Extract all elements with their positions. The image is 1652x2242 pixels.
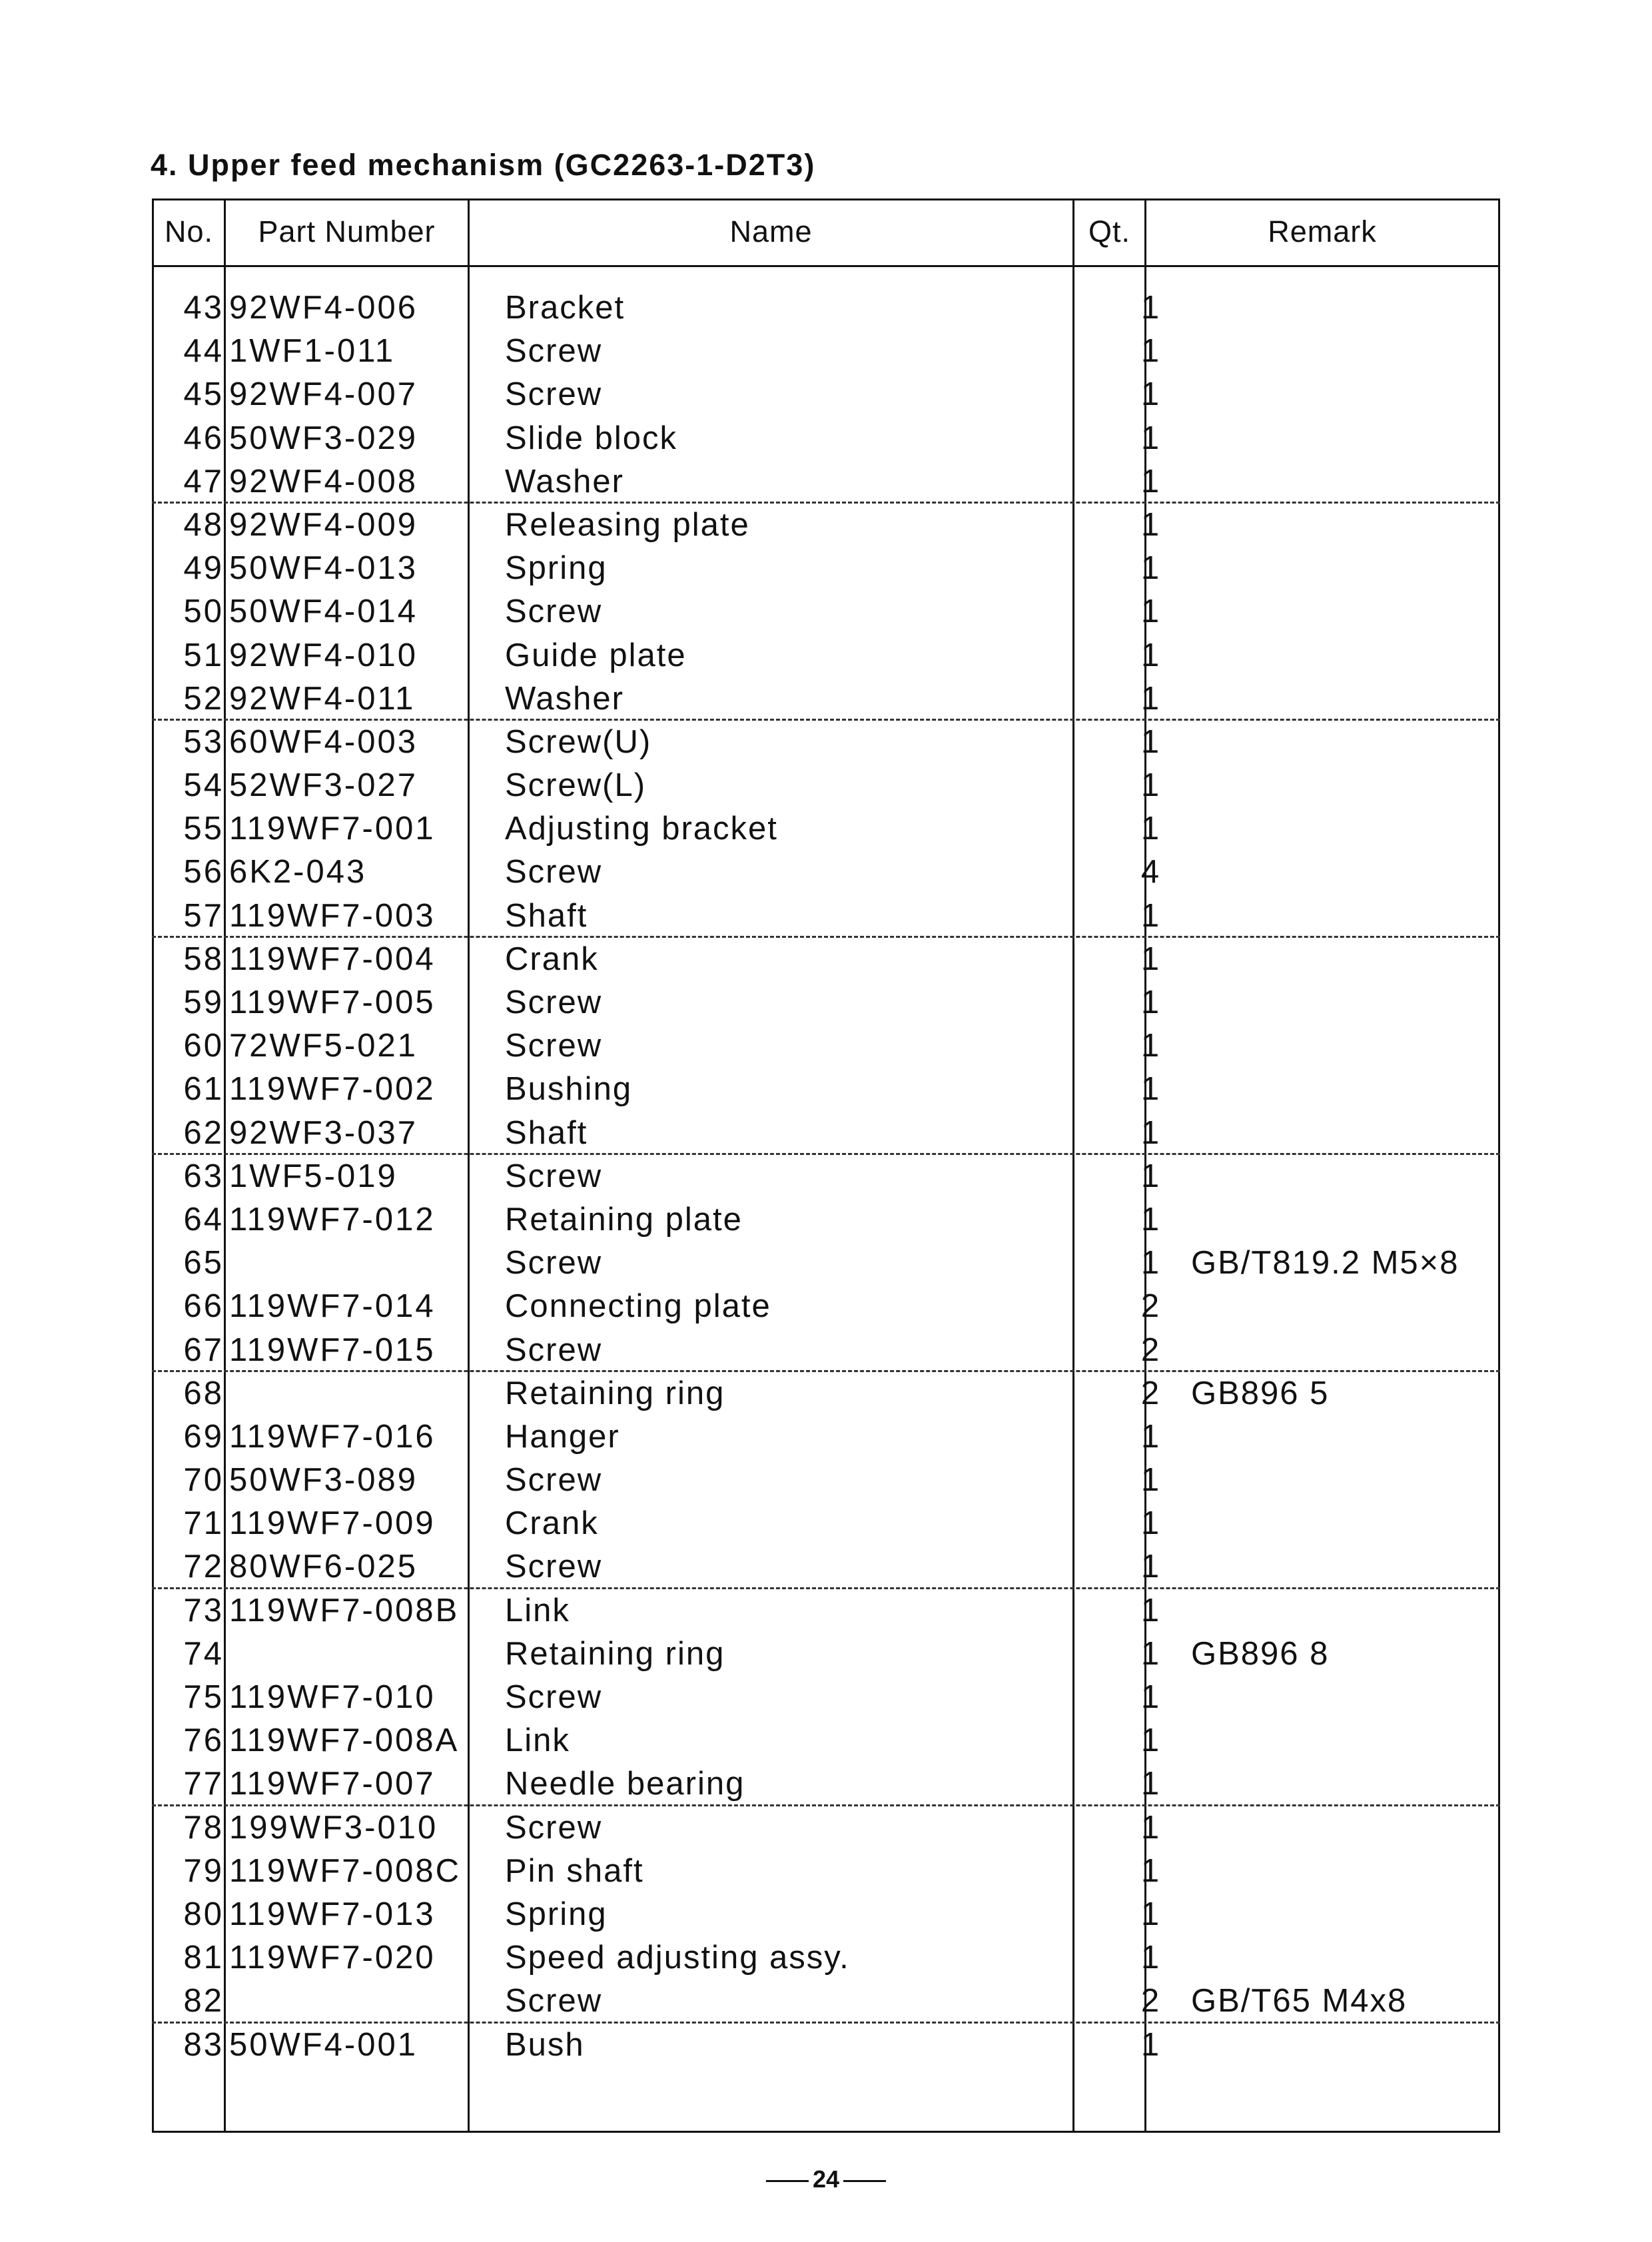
remark <box>1191 2024 1497 2067</box>
part-name: Screw <box>505 1983 603 2020</box>
row-number: 52 <box>183 680 224 717</box>
quantity: 1 <box>1140 984 1162 1020</box>
part-name: Link <box>505 1722 570 1759</box>
remark <box>1191 1806 1497 1850</box>
part-name: Shaft <box>505 897 588 934</box>
row-number: 76 <box>183 1722 224 1759</box>
part-name: Link <box>505 1592 570 1629</box>
part-name: Spring <box>505 1896 608 1932</box>
row-number: 57 <box>183 897 224 934</box>
part-number: 119WF7-008A <box>229 1722 460 1759</box>
part-name: Screw <box>505 593 603 630</box>
remark <box>1191 1719 1497 1762</box>
row-number: 62 <box>183 1114 224 1151</box>
quantity: 1 <box>1140 506 1162 543</box>
row-number: 73 <box>183 1592 224 1629</box>
table-row <box>152 504 1500 547</box>
remark <box>1191 330 1497 373</box>
table-row <box>152 938 1500 981</box>
remark <box>1191 1024 1497 1068</box>
part-name: Crank <box>505 940 599 977</box>
part-number: 119WF7-015 <box>229 1331 436 1368</box>
remark <box>1191 590 1497 633</box>
remark <box>1191 373 1497 416</box>
part-name: Screw(U) <box>505 723 652 760</box>
row-number: 83 <box>183 2026 224 2063</box>
remark <box>1191 721 1497 764</box>
table-body <box>152 286 1500 2067</box>
quantity: 1 <box>1140 767 1162 804</box>
row-number: 70 <box>183 1462 224 1499</box>
part-name: Washer <box>505 463 625 500</box>
quantity: 1 <box>1140 637 1162 673</box>
part-number: 199WF3-010 <box>229 1809 438 1846</box>
quantity: 1 <box>1140 1505 1162 1542</box>
row-number: 82 <box>183 1983 224 2020</box>
table-row <box>152 1285 1500 1328</box>
table-row <box>152 1980 1500 2023</box>
remark <box>1191 764 1497 807</box>
quantity: 1 <box>1140 940 1162 977</box>
part-number: 50WF4-014 <box>229 593 418 630</box>
remark <box>1191 460 1497 504</box>
part-name: Screw <box>505 1245 603 1282</box>
table-row <box>152 1459 1500 1502</box>
part-name: Screw <box>505 333 603 370</box>
part-number: 119WF7-009 <box>229 1505 436 1542</box>
part-name: Screw <box>505 1679 603 1715</box>
remark <box>1191 504 1497 547</box>
part-name: Adjusting bracket <box>505 811 778 847</box>
quantity: 1 <box>1140 1679 1162 1715</box>
part-number: 92WF4-010 <box>229 637 418 673</box>
remark <box>1191 1112 1497 1155</box>
row-number: 58 <box>183 940 224 977</box>
part-number: 119WF7-001 <box>229 811 436 847</box>
remark <box>1191 677 1497 721</box>
table-row <box>152 1415 1500 1459</box>
quantity: 1 <box>1140 811 1162 847</box>
row-number: 54 <box>183 767 224 804</box>
quantity: 1 <box>1140 1896 1162 1932</box>
row-number: 69 <box>183 1418 224 1455</box>
remark <box>1191 851 1497 894</box>
part-name: Washer <box>505 680 625 717</box>
part-number: 119WF7-012 <box>229 1201 436 1238</box>
part-number: 119WF7-013 <box>229 1896 436 1932</box>
part-name: Bushing <box>505 1071 633 1108</box>
remark <box>1191 807 1497 851</box>
table-row <box>152 1589 1500 1633</box>
remark <box>1191 1936 1497 1980</box>
remark: GB/T819.2 M5×8 <box>1191 1245 1459 1282</box>
quantity: 1 <box>1140 420 1162 456</box>
row-number: 78 <box>183 1809 224 1846</box>
quantity: 1 <box>1140 1549 1162 1585</box>
column-header-part-number: Part Number <box>258 214 436 248</box>
part-number: 92WF4-011 <box>229 680 416 717</box>
row-number: 81 <box>183 1940 224 1976</box>
remark: GB896 8 <box>1191 1635 1330 1672</box>
quantity: 1 <box>1140 593 1162 630</box>
part-number: 119WF7-007 <box>229 1766 436 1802</box>
quantity: 1 <box>1140 1940 1162 1976</box>
row-number: 67 <box>183 1331 224 1368</box>
table-row <box>152 1936 1500 1980</box>
table-row <box>152 1806 1500 1850</box>
quantity: 2 <box>1140 1983 1162 2020</box>
part-number <box>229 1980 469 2023</box>
table-row <box>152 1024 1500 1068</box>
page-number <box>733 2159 919 2199</box>
part-number: 119WF7-008C <box>229 1852 462 1889</box>
quantity: 1 <box>1140 290 1162 326</box>
quantity: 1 <box>1140 680 1162 717</box>
quantity: 1 <box>1140 1592 1162 1629</box>
table-row <box>152 634 1500 677</box>
remark <box>1191 1762 1497 1806</box>
table-row <box>152 1676 1500 1719</box>
part-number: 80WF6-025 <box>229 1549 418 1585</box>
table-row <box>152 286 1500 330</box>
part-number: 1WF1-011 <box>229 333 396 370</box>
part-number: 119WF7-003 <box>229 897 436 934</box>
table-row <box>152 547 1500 590</box>
row-number: 79 <box>183 1852 224 1889</box>
table-row <box>152 721 1500 764</box>
quantity: 1 <box>1140 1245 1162 1282</box>
row-number: 64 <box>183 1201 224 1238</box>
row-number: 55 <box>183 811 224 847</box>
part-name: Pin shaft <box>505 1852 644 1889</box>
part-name: Guide plate <box>505 637 687 673</box>
quantity: 4 <box>1140 854 1162 891</box>
part-number: 52WF3-027 <box>229 767 418 804</box>
quantity: 2 <box>1140 1331 1162 1368</box>
row-number: 72 <box>183 1549 224 1585</box>
part-name: Retaining plate <box>505 1201 743 1238</box>
remark <box>1191 1676 1497 1719</box>
row-number: 66 <box>183 1288 224 1325</box>
quantity: 2 <box>1140 1375 1162 1411</box>
remark <box>1191 1198 1497 1242</box>
table-row <box>152 895 1500 938</box>
part-number: 119WF7-002 <box>229 1071 436 1108</box>
quantity: 1 <box>1140 376 1162 413</box>
quantity: 1 <box>1140 2026 1162 2063</box>
quantity: 1 <box>1140 1462 1162 1499</box>
part-number: 6K2-043 <box>229 854 367 891</box>
part-number: 92WF4-008 <box>229 463 418 500</box>
table-row <box>152 981 1500 1024</box>
table-row <box>152 851 1500 894</box>
column-header-no: No. <box>164 214 214 248</box>
row-number: 47 <box>183 463 224 500</box>
quantity: 1 <box>1140 1201 1162 1238</box>
table-row <box>152 1242 1500 1285</box>
part-name: Screw <box>505 1549 603 1585</box>
table-row <box>152 1545 1500 1589</box>
quantity: 1 <box>1140 1071 1162 1108</box>
table-row <box>152 1068 1500 1111</box>
table-row <box>152 330 1500 373</box>
row-number: 71 <box>183 1505 224 1542</box>
table-row <box>152 1112 1500 1155</box>
part-number: 119WF7-016 <box>229 1418 436 1455</box>
part-name: Bracket <box>505 290 625 326</box>
remark <box>1191 1329 1497 1372</box>
remark <box>1191 286 1497 330</box>
part-number: 92WF4-006 <box>229 290 418 326</box>
table-row <box>152 590 1500 633</box>
remark <box>1191 1415 1497 1459</box>
part-number: 72WF5-021 <box>229 1028 418 1064</box>
quantity: 1 <box>1140 463 1162 500</box>
page-number-text: 24 <box>812 2165 840 2193</box>
part-number: 1WF5-019 <box>229 1158 398 1194</box>
section-title: 4. Upper feed mechanism (GC2263-1-D2T3) <box>151 148 816 182</box>
row-number: 68 <box>183 1375 224 1411</box>
remark <box>1191 1545 1497 1589</box>
table-row <box>152 1502 1500 1545</box>
table-row <box>152 1155 1500 1198</box>
row-number: 65 <box>183 1245 224 1282</box>
row-number: 49 <box>183 550 224 587</box>
table-row <box>152 460 1500 504</box>
part-name: Screw <box>505 376 603 413</box>
part-name: Bush <box>505 2026 585 2063</box>
table-row <box>152 1198 1500 1242</box>
table-row <box>152 417 1500 460</box>
part-name: Needle bearing <box>505 1766 745 1802</box>
table-row <box>152 1893 1500 1936</box>
row-number: 59 <box>183 984 224 1020</box>
part-name: Hanger <box>505 1418 620 1455</box>
row-number: 56 <box>183 854 224 891</box>
column-header-qty: Qt. <box>1088 214 1130 248</box>
part-number <box>229 1242 469 1285</box>
quantity: 1 <box>1140 1722 1162 1759</box>
part-number: 92WF3-037 <box>229 1114 418 1151</box>
quantity: 1 <box>1140 1418 1162 1455</box>
table-row <box>152 2024 1500 2067</box>
table-row <box>152 807 1500 851</box>
part-name: Screw <box>505 1158 603 1194</box>
quantity: 1 <box>1140 333 1162 370</box>
remark <box>1191 547 1497 590</box>
row-number: 51 <box>183 637 224 673</box>
row-number: 50 <box>183 593 224 630</box>
part-name: Crank <box>505 1505 599 1542</box>
quantity: 1 <box>1140 1766 1162 1802</box>
remark <box>1191 895 1497 938</box>
table-row <box>152 1762 1500 1806</box>
part-number: 119WF7-014 <box>229 1288 436 1325</box>
table-row <box>152 1719 1500 1762</box>
table-row <box>152 373 1500 416</box>
part-name: Screw <box>505 1331 603 1368</box>
remark <box>1191 1155 1497 1198</box>
part-number: 50WF4-013 <box>229 550 418 587</box>
quantity: 1 <box>1140 897 1162 934</box>
remark <box>1191 417 1497 460</box>
column-header-name: Name <box>729 214 813 248</box>
part-number <box>229 1633 469 1676</box>
part-name: Shaft <box>505 1114 588 1151</box>
part-number: 50WF3-089 <box>229 1462 418 1499</box>
part-number: 119WF7-020 <box>229 1940 436 1976</box>
remark <box>1191 1893 1497 1936</box>
row-number: 53 <box>183 723 224 760</box>
part-name: Screw <box>505 984 603 1020</box>
quantity: 2 <box>1140 1288 1162 1325</box>
part-number: 119WF7-010 <box>229 1679 436 1715</box>
part-number: 50WF3-029 <box>229 420 418 456</box>
row-number: 60 <box>183 1028 224 1064</box>
part-name: Screw <box>505 1809 603 1846</box>
header-divider <box>152 265 1500 267</box>
part-name: Retaining ring <box>505 1635 725 1672</box>
remark <box>1191 1068 1497 1111</box>
part-name: Spring <box>505 550 608 587</box>
part-number: 119WF7-005 <box>229 984 436 1020</box>
remark: GB896 5 <box>1191 1375 1330 1411</box>
row-number: 44 <box>183 333 224 370</box>
part-number: 119WF7-008B <box>229 1592 460 1629</box>
column-header-remark: Remark <box>1268 214 1377 248</box>
table-row <box>152 1372 1500 1415</box>
remark <box>1191 1589 1497 1633</box>
part-number <box>229 1372 469 1415</box>
quantity: 1 <box>1140 1809 1162 1846</box>
quantity: 1 <box>1140 1852 1162 1889</box>
part-name: Screw <box>505 854 603 891</box>
row-number: 75 <box>183 1679 224 1715</box>
part-name: Slide block <box>505 420 677 456</box>
part-number: 50WF4-001 <box>229 2026 418 2063</box>
part-name: Screw(L) <box>505 767 647 804</box>
row-number: 43 <box>183 290 224 326</box>
row-number: 77 <box>183 1766 224 1802</box>
row-number: 46 <box>183 420 224 456</box>
remark <box>1191 1850 1497 1893</box>
quantity: 1 <box>1140 550 1162 587</box>
remark <box>1191 634 1497 677</box>
part-number: 92WF4-007 <box>229 376 418 413</box>
part-number: 92WF4-009 <box>229 506 418 543</box>
remark <box>1191 1285 1497 1328</box>
remark <box>1191 1459 1497 1502</box>
table-row <box>152 1850 1500 1893</box>
remark: GB/T65 M4x8 <box>1191 1983 1408 2020</box>
row-number: 74 <box>183 1635 224 1672</box>
table-row <box>152 677 1500 721</box>
remark <box>1191 981 1497 1024</box>
part-name: Screw <box>505 1462 603 1499</box>
quantity: 1 <box>1140 1028 1162 1064</box>
table-row <box>152 1633 1500 1676</box>
row-number: 61 <box>183 1071 224 1108</box>
quantity: 1 <box>1140 723 1162 760</box>
quantity: 1 <box>1140 1114 1162 1151</box>
part-name: Connecting plate <box>505 1288 771 1325</box>
remark <box>1191 938 1497 981</box>
part-name: Screw <box>505 1028 603 1064</box>
row-number: 48 <box>183 506 224 543</box>
table-row <box>152 1329 1500 1372</box>
row-number: 80 <box>183 1896 224 1932</box>
part-name: Speed adjusting assy. <box>505 1940 850 1976</box>
quantity: 1 <box>1140 1635 1162 1672</box>
part-name: Releasing plate <box>505 506 750 543</box>
part-name: Retaining ring <box>505 1375 725 1411</box>
part-number: 60WF4-003 <box>229 723 418 760</box>
quantity: 1 <box>1140 1158 1162 1194</box>
part-number: 119WF7-004 <box>229 940 436 977</box>
table-row <box>152 764 1500 807</box>
row-number: 63 <box>183 1158 224 1194</box>
row-number: 45 <box>183 376 224 413</box>
remark <box>1191 1502 1497 1545</box>
